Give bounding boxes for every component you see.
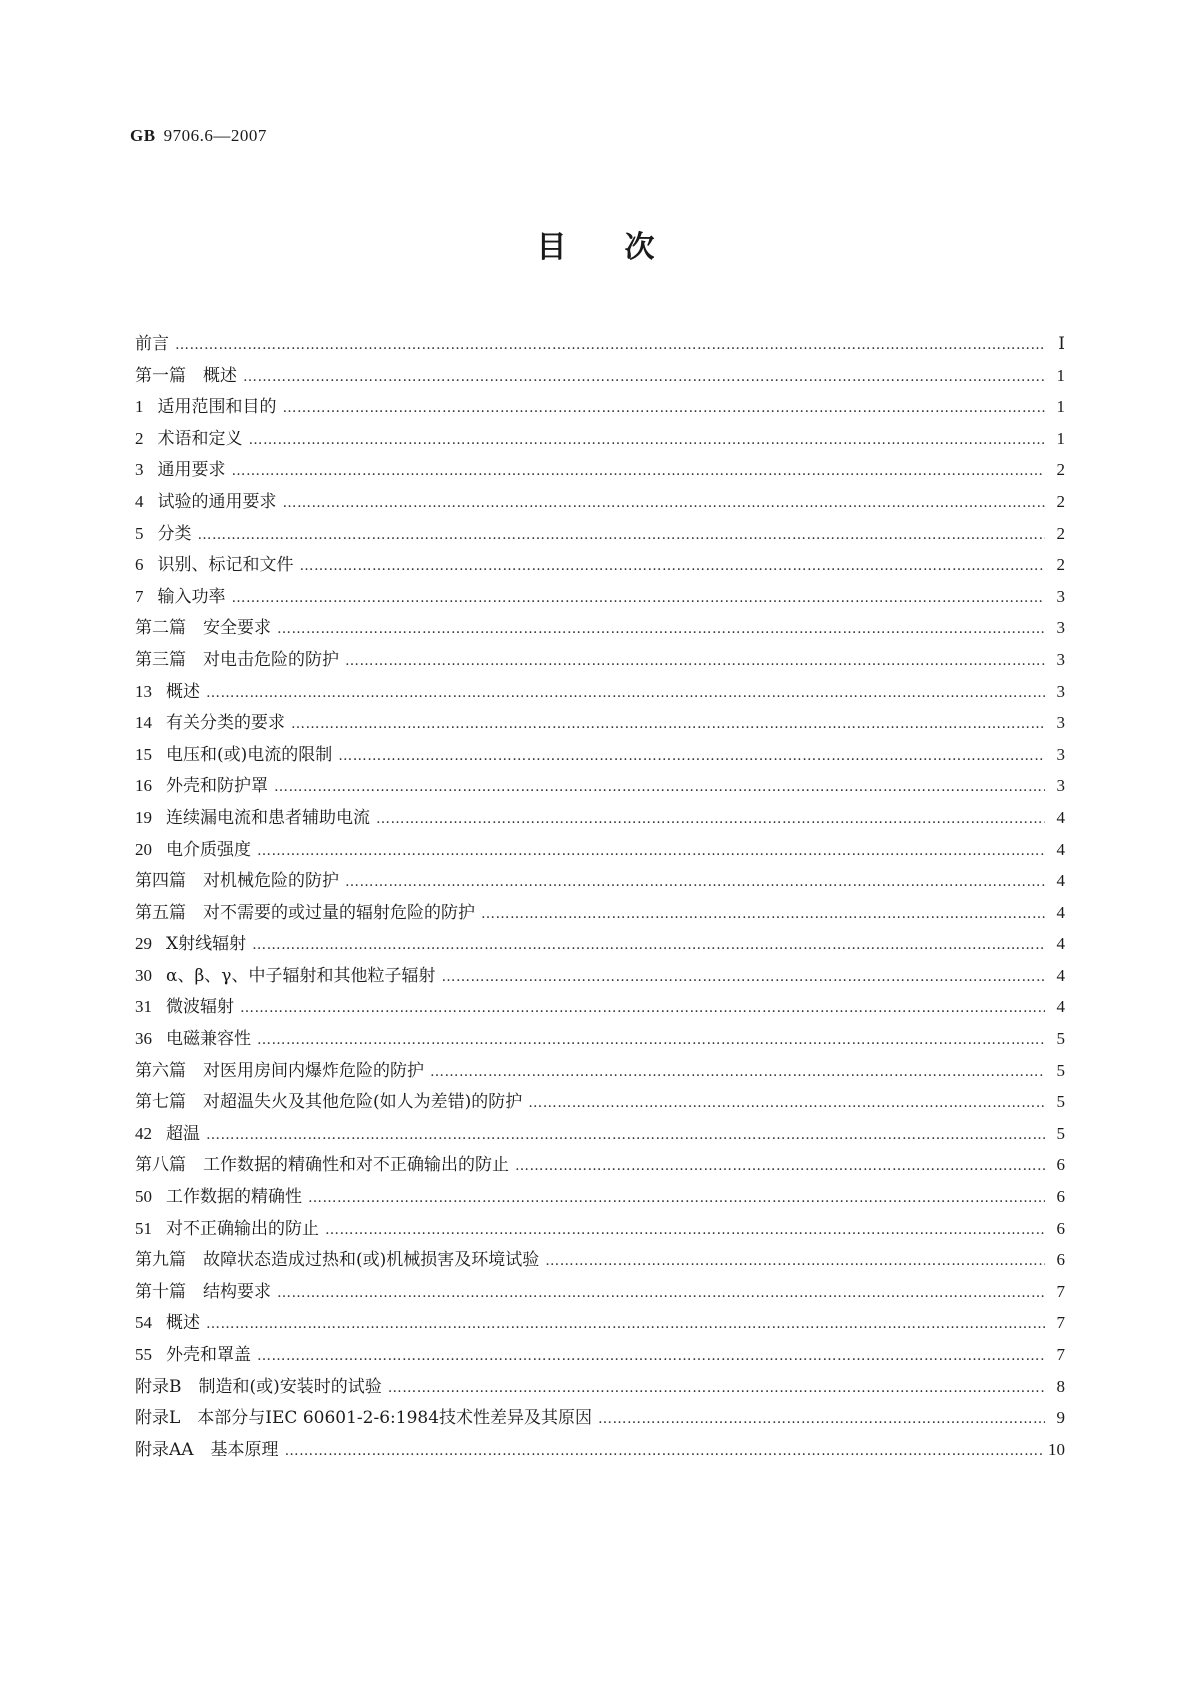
toc-entry-page: 3 xyxy=(1056,681,1065,701)
toc-entry-number: 30 xyxy=(135,965,152,985)
toc-entry-page: 1 xyxy=(1056,365,1065,385)
toc-entry[interactable] xyxy=(135,834,1065,866)
toc-entry-page: 2 xyxy=(1056,523,1065,543)
toc-entry-label: 有关分类的要求 xyxy=(166,713,285,734)
toc-entry-label: 第九篇 故障状态造成过热和(或)机械损害及环境试验 xyxy=(135,1250,540,1271)
toc-entry[interactable] xyxy=(135,897,1065,929)
toc-entry-number: 15 xyxy=(135,744,152,764)
toc-dot-leader xyxy=(345,646,1045,678)
toc-dot-leader xyxy=(441,962,1045,994)
toc-entry-page: 4 xyxy=(1056,965,1065,985)
toc-entry-label: 超温 xyxy=(166,1123,200,1144)
toc-entry-number: 51 xyxy=(135,1218,152,1238)
toc-entry-number: 4 xyxy=(135,491,144,511)
toc-entry-page: 5 xyxy=(1056,1029,1065,1049)
toc-entry-page: 5 xyxy=(1056,1060,1065,1080)
toc-entry-label: 对不正确输出的防止 xyxy=(166,1218,319,1239)
toc-entry[interactable] xyxy=(135,486,1065,518)
toc-entry-label: 工作数据的精确性 xyxy=(166,1187,302,1208)
toc-dot-leader xyxy=(545,1246,1045,1278)
toc-entry-page: 4 xyxy=(1056,871,1065,891)
toc-entry-page: 8 xyxy=(1056,1376,1065,1396)
toc-entry-label: 第五篇 对不需要的或过量的辐射危险的防护 xyxy=(135,902,475,923)
toc-entry[interactable] xyxy=(135,391,1065,423)
toc-entry-page: 4 xyxy=(1056,997,1065,1017)
toc-entry[interactable] xyxy=(135,1276,1065,1308)
toc-entry[interactable] xyxy=(135,1434,1065,1466)
toc-entry-page: 4 xyxy=(1056,807,1065,827)
toc-entry[interactable] xyxy=(135,549,1065,581)
toc-entry-label: 附录AA 基本原理 xyxy=(135,1439,279,1460)
toc-entry-number: 2 xyxy=(135,428,144,448)
toc-entry-page: 4 xyxy=(1056,902,1065,922)
toc-entry[interactable] xyxy=(135,454,1065,486)
toc-entry-label: 概述 xyxy=(166,681,200,702)
toc-entry[interactable] xyxy=(135,581,1065,613)
toc-dot-leader xyxy=(252,930,1045,962)
toc-dot-leader xyxy=(206,1120,1045,1152)
toc-entry-label: 试验的通用要求 xyxy=(157,491,277,512)
toc-entry-label: 连续漏电流和患者辅助电流 xyxy=(166,807,370,828)
toc-entry[interactable] xyxy=(135,1371,1065,1403)
toc-entry-number: 13 xyxy=(135,681,152,701)
toc-entry-number: 42 xyxy=(135,1123,152,1143)
toc-entry-label: 通用要求 xyxy=(157,460,226,481)
toc-entry-number: 50 xyxy=(135,1187,152,1207)
toc-entry-label: 微波辐射 xyxy=(166,997,234,1018)
toc-entry-number: 5 xyxy=(135,523,144,543)
toc-entry-label: 前言 xyxy=(135,334,169,354)
toc-dot-leader xyxy=(308,1183,1045,1215)
toc-entry-page: 3 xyxy=(1056,618,1065,638)
toc-entry-label: 适用范围和目的 xyxy=(157,397,277,418)
toc-entry-label: 附录B 制造和(或)安装时的试验 xyxy=(135,1376,382,1397)
toc-entry-label: 第六篇 对医用房间内爆炸危险的防护 xyxy=(135,1060,424,1081)
toc-entry[interactable] xyxy=(135,991,1065,1023)
toc-entry-page: 7 xyxy=(1056,1345,1065,1364)
toc-dot-leader xyxy=(277,614,1045,646)
toc-entry-page: 2 xyxy=(1056,460,1065,480)
toc-entry[interactable] xyxy=(135,928,1065,960)
toc-entry-label: 电磁兼容性 xyxy=(166,1029,251,1050)
toc-entry[interactable] xyxy=(135,328,1065,360)
toc-entry[interactable] xyxy=(135,644,1065,676)
toc-dot-leader xyxy=(388,1373,1045,1405)
toc-entry-label: 电压和(或)电流的限制 xyxy=(166,744,333,765)
toc-dot-leader xyxy=(291,709,1045,741)
toc-entry-label: 第七篇 对超温失火及其他危险(如人为差错)的防护 xyxy=(135,1092,523,1113)
toc-entry-label: 输入功率 xyxy=(157,586,226,607)
toc-entry-page: 6 xyxy=(1056,1218,1065,1238)
toc-entry-number: 19 xyxy=(135,807,152,827)
toc-entry-number: 36 xyxy=(135,1029,152,1049)
toc-dot-leader xyxy=(274,772,1045,804)
toc-entry-label: 第一篇 概述 xyxy=(135,365,237,386)
toc-dot-leader xyxy=(325,1215,1045,1247)
toc-dot-leader xyxy=(249,425,1046,457)
toc-entry[interactable] xyxy=(135,802,1065,834)
toc-dot-leader xyxy=(376,804,1045,836)
toc-dot-leader xyxy=(283,393,1046,425)
toc-entry[interactable] xyxy=(135,707,1065,739)
toc-entry-page: 9 xyxy=(1056,1408,1065,1428)
toc-entry-number: 31 xyxy=(135,997,152,1017)
toc-entry[interactable] xyxy=(135,739,1065,771)
toc-dot-leader xyxy=(515,1151,1045,1183)
toc-entry[interactable] xyxy=(135,1181,1065,1213)
toc-entry-label: 概述 xyxy=(166,1313,200,1334)
toc-dot-leader xyxy=(285,1436,1042,1468)
toc-dot-leader xyxy=(300,551,1046,583)
toc-entry-number: 16 xyxy=(135,776,152,796)
toc-entry[interactable] xyxy=(135,1055,1065,1087)
toc-entry-page: 6 xyxy=(1056,1155,1065,1175)
toc-entry-page: 1 xyxy=(1056,397,1065,417)
toc-entry-page: 2 xyxy=(1056,491,1065,511)
toc-entry-number: 7 xyxy=(135,586,144,606)
toc-dot-leader xyxy=(257,1341,1045,1373)
toc-entry-number: 14 xyxy=(135,713,152,733)
toc-entry-page: 3 xyxy=(1056,776,1065,796)
toc-entry-page: 5 xyxy=(1056,1123,1065,1143)
toc-entry[interactable] xyxy=(135,423,1065,455)
toc-entry[interactable] xyxy=(135,676,1065,708)
toc-entry-label: 术语和定义 xyxy=(157,428,243,449)
toc-dot-leader xyxy=(338,741,1045,773)
toc-dot-leader xyxy=(206,678,1045,710)
toc-entry-label: 分类 xyxy=(157,523,192,544)
toc-entry-page: 6 xyxy=(1056,1187,1065,1207)
standard-prefix: GB xyxy=(130,126,156,145)
toc-entry[interactable] xyxy=(135,1023,1065,1055)
toc-dot-leader xyxy=(277,1278,1045,1310)
toc-entry-page: 5 xyxy=(1056,1092,1065,1112)
toc-entry-label: 外壳和罩盖 xyxy=(166,1345,251,1365)
toc-dot-leader xyxy=(198,520,1046,552)
toc-entry[interactable] xyxy=(135,1213,1065,1245)
toc-entry[interactable] xyxy=(135,960,1065,992)
toc-dot-leader xyxy=(257,836,1045,868)
toc-entry-page: Ⅰ xyxy=(1058,334,1065,353)
toc-entry-label: X射线辐射 xyxy=(166,934,247,955)
toc-entry[interactable] xyxy=(135,770,1065,802)
toc-dot-leader xyxy=(528,1088,1045,1120)
toc-dot-leader xyxy=(240,993,1045,1025)
page-title: 目次 xyxy=(536,230,713,265)
toc-dot-leader xyxy=(232,583,1046,615)
toc-entry[interactable] xyxy=(135,518,1065,550)
toc-entry[interactable] xyxy=(135,1339,1065,1371)
toc-entry-page: 2 xyxy=(1056,555,1065,575)
toc-entry-label: 第四篇 对机械危险的防护 xyxy=(135,871,339,892)
toc-dot-leader xyxy=(598,1404,1045,1436)
toc-entry-label: 第八篇 工作数据的精确性和对不正确输出的防止 xyxy=(135,1155,509,1176)
document-header xyxy=(130,126,267,146)
toc-entry-number: 1 xyxy=(135,397,144,417)
toc-entry-number: 55 xyxy=(135,1345,152,1364)
toc-entry[interactable] xyxy=(135,865,1065,897)
toc-dot-leader xyxy=(283,488,1046,520)
toc-entry-number: 20 xyxy=(135,839,152,859)
toc-entry-label: 第十篇 结构要求 xyxy=(135,1281,271,1302)
toc-entry-page: 3 xyxy=(1056,744,1065,764)
toc-entry[interactable] xyxy=(135,1086,1065,1118)
toc-dot-leader xyxy=(257,1025,1045,1057)
toc-entry-page: 3 xyxy=(1056,713,1065,733)
table-of-contents xyxy=(135,328,1065,1465)
toc-entry[interactable] xyxy=(135,360,1065,392)
toc-entry[interactable] xyxy=(135,1149,1065,1181)
toc-entry-page: 7 xyxy=(1056,1281,1065,1301)
toc-entry-page: 6 xyxy=(1056,1250,1065,1270)
toc-entry[interactable] xyxy=(135,1402,1065,1434)
toc-entry-page: 1 xyxy=(1056,428,1065,448)
toc-entry-page: 3 xyxy=(1056,586,1065,606)
toc-entry[interactable] xyxy=(135,612,1065,644)
toc-entry-page: 7 xyxy=(1056,1313,1065,1333)
toc-entry-number: 3 xyxy=(135,460,144,480)
toc-entry[interactable] xyxy=(135,1118,1065,1150)
toc-dot-leader xyxy=(206,1309,1045,1341)
toc-entry[interactable] xyxy=(135,1244,1065,1276)
toc-entry-label: 第二篇 安全要求 xyxy=(135,618,271,639)
toc-dot-leader xyxy=(175,330,1045,362)
toc-entry-label: 附录L 本部分与IEC 60601-2-6:1984技术性差异及其原因 xyxy=(135,1408,593,1429)
toc-entry-page: 10 xyxy=(1048,1439,1065,1459)
toc-entry-page: 3 xyxy=(1056,649,1065,669)
toc-dot-leader xyxy=(345,867,1045,899)
toc-entry-page: 4 xyxy=(1056,839,1065,859)
toc-dot-leader xyxy=(430,1057,1045,1089)
toc-dot-leader xyxy=(232,456,1046,488)
toc-entry-label: 识别、标记和文件 xyxy=(157,555,294,576)
toc-entry-label: 电介质强度 xyxy=(166,839,251,860)
toc-dot-leader xyxy=(481,899,1045,931)
toc-entry-number: 29 xyxy=(135,934,152,954)
toc-dot-leader xyxy=(243,362,1045,394)
toc-entry[interactable] xyxy=(135,1307,1065,1339)
toc-entry-label: 外壳和防护罩 xyxy=(166,776,268,797)
toc-entry-label: 第三篇 对电击危险的防护 xyxy=(135,649,339,670)
toc-entry-page: 4 xyxy=(1056,934,1065,954)
standard-number: 9706.6—2007 xyxy=(163,126,267,145)
toc-entry-number: 6 xyxy=(135,555,144,575)
toc-entry-number: 54 xyxy=(135,1313,152,1333)
toc-entry-label: α、β、γ、中子辐射和其他粒子辐射 xyxy=(166,965,436,986)
